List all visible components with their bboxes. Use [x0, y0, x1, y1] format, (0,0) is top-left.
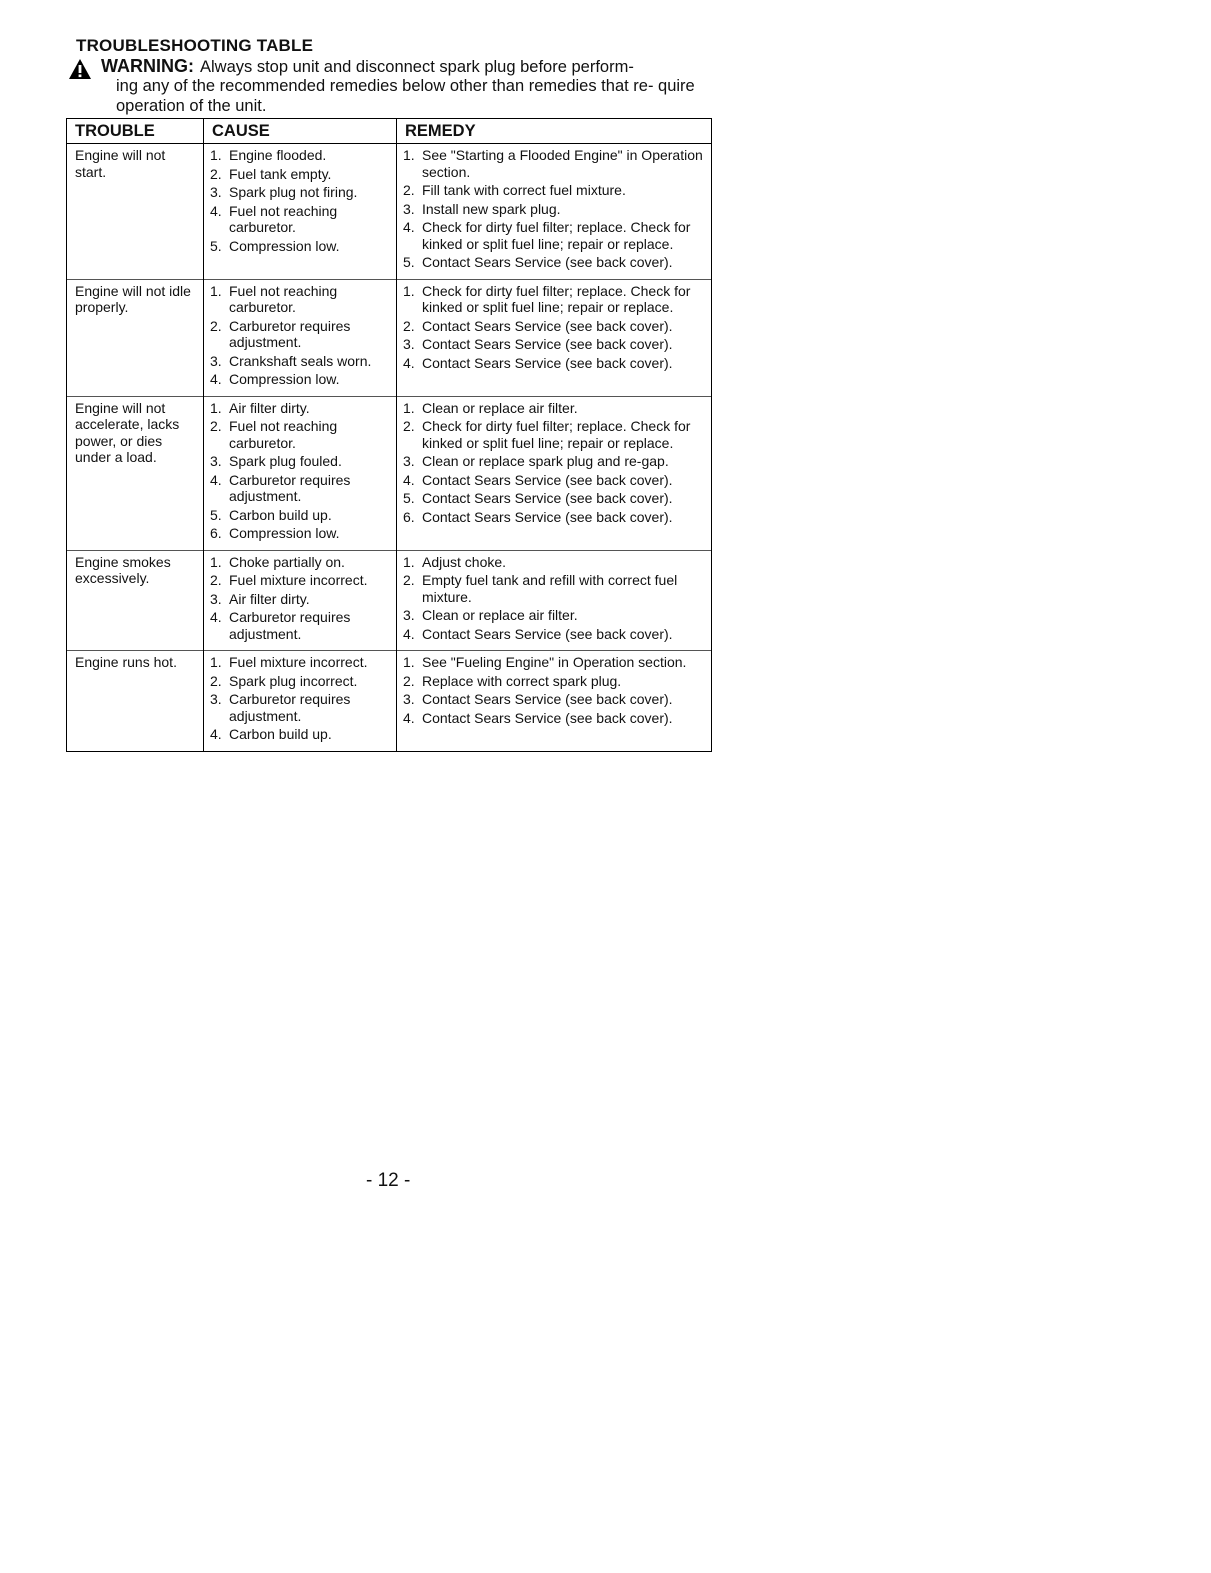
remedy-item — [403, 472, 707, 489]
remedy-item — [403, 219, 707, 252]
item-number: 1. — [403, 654, 415, 670]
remedy-item — [403, 318, 707, 335]
item-text: Contact Sears Service (see back cover). — [422, 625, 673, 642]
remedy-item — [403, 654, 707, 671]
item-text: Fuel mixture incorrect. — [229, 572, 368, 588]
item-number: 3. — [403, 453, 415, 469]
cause-item — [210, 238, 392, 255]
item-number: 2. — [403, 672, 415, 689]
header-trouble: TROUBLE — [67, 119, 204, 144]
item-number: 4. — [210, 726, 222, 742]
item-number: 3. — [210, 691, 222, 707]
remedy-item — [403, 607, 707, 624]
item-text: Fill tank with correct fuel mixture. — [422, 182, 626, 198]
item-text: See "Starting a Flooded Engine" in Operation section. — [422, 147, 703, 180]
header-cause: CAUSE — [204, 119, 397, 144]
item-number: 4. — [403, 354, 415, 371]
troubleshooting-table — [66, 118, 712, 752]
item-text: Compression low. — [229, 237, 340, 254]
header-remedy: REMEDY — [397, 119, 712, 144]
item-text: Contact Sears Service (see back cover). — [422, 490, 673, 506]
remedy-item — [403, 572, 707, 605]
item-number: 2. — [403, 418, 415, 434]
item-text: Install new spark plug. — [422, 200, 561, 217]
cause-item — [210, 609, 392, 642]
item-number: 1. — [210, 282, 222, 299]
item-number: 1. — [210, 399, 222, 416]
warning-triangle-icon — [68, 58, 92, 80]
item-number: 4. — [403, 471, 415, 488]
item-number: 1. — [210, 147, 222, 163]
cause-item — [210, 184, 392, 201]
item-number: 4. — [210, 609, 222, 625]
page-heading: TROUBLESHOOTING TABLE — [76, 36, 314, 55]
item-text: Replace with correct spark plug. — [422, 672, 622, 689]
item-text: Air filter dirty. — [229, 590, 310, 607]
remedy-item — [403, 283, 707, 316]
warning-first-line — [101, 56, 634, 77]
cause-item — [210, 472, 392, 505]
cause-item — [210, 525, 392, 542]
cause-item — [210, 654, 392, 671]
item-text: Carburetor requires adjustment. — [229, 609, 351, 642]
table-row — [67, 396, 712, 550]
item-number: 3. — [403, 607, 415, 623]
item-number: 3. — [403, 691, 415, 707]
cause-item — [210, 572, 392, 589]
item-text: See "Fueling Engine" in Operation section. — [422, 654, 687, 670]
item-number: 3. — [210, 184, 222, 200]
cause-item — [210, 726, 392, 743]
remedy-item — [403, 554, 707, 571]
cause-item — [210, 673, 392, 690]
item-text: Empty fuel tank and refill with correct fuel mixture. — [422, 572, 678, 605]
remedy-item — [403, 400, 707, 417]
cause-item — [210, 147, 392, 164]
item-text: Carbon build up. — [229, 726, 332, 742]
item-number: 5. — [403, 490, 415, 506]
item-text: Clean or replace air filter. — [422, 607, 578, 623]
cause-item — [210, 691, 392, 724]
remedy-cell — [397, 550, 712, 651]
item-text: Spark plug incorrect. — [229, 672, 358, 689]
item-number: 1. — [210, 553, 222, 570]
remedy-item — [403, 490, 707, 507]
item-text: Contact Sears Service (see back cover). — [422, 336, 673, 352]
item-text: Contact Sears Service (see back cover). — [422, 254, 673, 270]
trouble-cell: Engine will not idle properly. — [67, 279, 204, 396]
item-number: 5. — [210, 506, 222, 523]
cause-item — [210, 507, 392, 524]
cause-cell — [204, 550, 397, 651]
item-text: Contact Sears Service (see back cover). — [422, 471, 673, 488]
cause-cell — [204, 144, 397, 280]
item-number: 6. — [403, 508, 415, 525]
cause-item — [210, 453, 392, 470]
remedy-item — [403, 182, 707, 199]
cause-item — [210, 203, 392, 236]
item-text: Adjust choke. — [422, 553, 507, 570]
remedy-item — [403, 626, 707, 643]
trouble-cell: Engine will not start. — [67, 144, 204, 280]
item-text: Compression low. — [229, 371, 340, 387]
warning-text-rest: ing any of the recommended remedies below other than remedies that re- quire operation of the unit. — [116, 77, 695, 115]
item-number: 2. — [403, 572, 415, 588]
cause-item — [210, 371, 392, 388]
item-number: 1. — [403, 282, 415, 299]
remedy-item — [403, 201, 707, 218]
item-number: 2. — [210, 572, 222, 588]
cause-item — [210, 283, 392, 316]
cause-cell — [204, 279, 397, 396]
trouble-cell: Engine smokes excessively. — [67, 550, 204, 651]
remedy-item — [403, 147, 707, 180]
remedy-item — [403, 336, 707, 353]
table-body — [67, 144, 712, 752]
item-text: Clean or replace air filter. — [422, 399, 578, 416]
item-text: Contact Sears Service (see back cover). — [422, 354, 673, 371]
item-number: 4. — [403, 625, 415, 642]
cause-item — [210, 418, 392, 451]
item-number: 4. — [210, 471, 222, 488]
item-number: 3. — [403, 336, 415, 352]
item-number: 6. — [210, 525, 222, 541]
item-text: Fuel not reaching carburetor. — [229, 418, 338, 451]
trouble-cell: Engine runs hot. — [67, 651, 204, 752]
item-text: Carburetor requires adjustment. — [229, 317, 351, 350]
item-text: Contact Sears Service (see back cover). — [422, 691, 673, 707]
item-number: 3. — [210, 590, 222, 607]
item-number: 4. — [403, 219, 415, 235]
item-text: Carbon build up. — [229, 506, 332, 523]
table-row — [67, 279, 712, 396]
item-number: 1. — [403, 147, 415, 163]
item-number: 2. — [210, 165, 222, 182]
item-text: Spark plug fouled. — [229, 453, 342, 469]
item-text: Air filter dirty. — [229, 399, 310, 416]
cause-item — [210, 318, 392, 351]
item-text: Check for dirty fuel filter; replace. Check for kinked or split fuel line; repair or replace. — [422, 219, 691, 252]
remedy-cell — [397, 651, 712, 752]
item-number: 1. — [210, 654, 222, 670]
remedy-item — [403, 254, 707, 271]
remedy-item — [403, 355, 707, 372]
item-number: 3. — [403, 200, 415, 217]
item-number: 5. — [210, 237, 222, 254]
cause-item — [210, 554, 392, 571]
item-number: 5. — [403, 254, 415, 270]
item-text: Fuel mixture incorrect. — [229, 654, 368, 670]
item-text: Contact Sears Service (see back cover). — [422, 709, 673, 726]
item-text: Choke partially on. — [229, 553, 345, 570]
table-row — [67, 550, 712, 651]
warning-text-first: Always stop unit and disconnect spark plug before perform- — [200, 58, 634, 76]
remedy-cell — [397, 396, 712, 550]
item-number: 3. — [210, 453, 222, 469]
table-row — [67, 651, 712, 752]
item-text: Carburetor requires adjustment. — [229, 691, 351, 724]
item-number: 4. — [210, 202, 222, 219]
remedy-item — [403, 710, 707, 727]
cause-cell — [204, 651, 397, 752]
item-text: Engine flooded. — [229, 147, 327, 163]
item-number: 2. — [210, 317, 222, 334]
cause-item — [210, 166, 392, 183]
item-number: 4. — [403, 709, 415, 726]
remedy-item — [403, 691, 707, 708]
remedy-item — [403, 509, 707, 526]
item-number: 4. — [210, 371, 222, 387]
warning-label: WARNING: — [101, 56, 194, 76]
item-text: Clean or replace spark plug and re-gap. — [422, 453, 669, 469]
remedy-item — [403, 418, 707, 451]
item-number: 1. — [403, 399, 415, 416]
item-text: Carburetor requires adjustment. — [229, 471, 351, 504]
cause-item — [210, 400, 392, 417]
item-number: 1. — [403, 553, 415, 570]
remedy-item — [403, 453, 707, 470]
table-header-row — [67, 119, 712, 144]
item-text: Contact Sears Service (see back cover). — [422, 508, 673, 525]
remedy-cell — [397, 279, 712, 396]
item-text: Compression low. — [229, 525, 340, 541]
item-text: Fuel not reaching carburetor. — [229, 202, 338, 235]
item-number: 2. — [210, 418, 222, 434]
page-number: - 12 - — [366, 1170, 411, 1191]
item-number: 2. — [403, 317, 415, 334]
cause-item — [210, 353, 392, 370]
trouble-cell: Engine will not accelerate, lacks power, or dies under a load. — [67, 396, 204, 550]
remedy-cell — [397, 144, 712, 280]
table-row — [67, 144, 712, 280]
item-text: Fuel tank empty. — [229, 165, 332, 182]
item-text: Spark plug not firing. — [229, 184, 358, 200]
item-text: Check for dirty fuel filter; replace. Check for kinked or split fuel line; repair or replace. — [422, 282, 691, 315]
item-number: 3. — [210, 352, 222, 369]
remedy-item — [403, 673, 707, 690]
item-number: 2. — [403, 182, 415, 198]
item-text: Check for dirty fuel filter; replace. Check for kinked or split fuel line; repair or replace. — [422, 418, 691, 451]
cause-item — [210, 591, 392, 608]
cause-cell — [204, 396, 397, 550]
item-text: Contact Sears Service (see back cover). — [422, 317, 673, 334]
item-text: Fuel not reaching carburetor. — [229, 282, 338, 315]
item-number: 2. — [210, 672, 222, 689]
item-text: Crankshaft seals worn. — [229, 352, 372, 369]
